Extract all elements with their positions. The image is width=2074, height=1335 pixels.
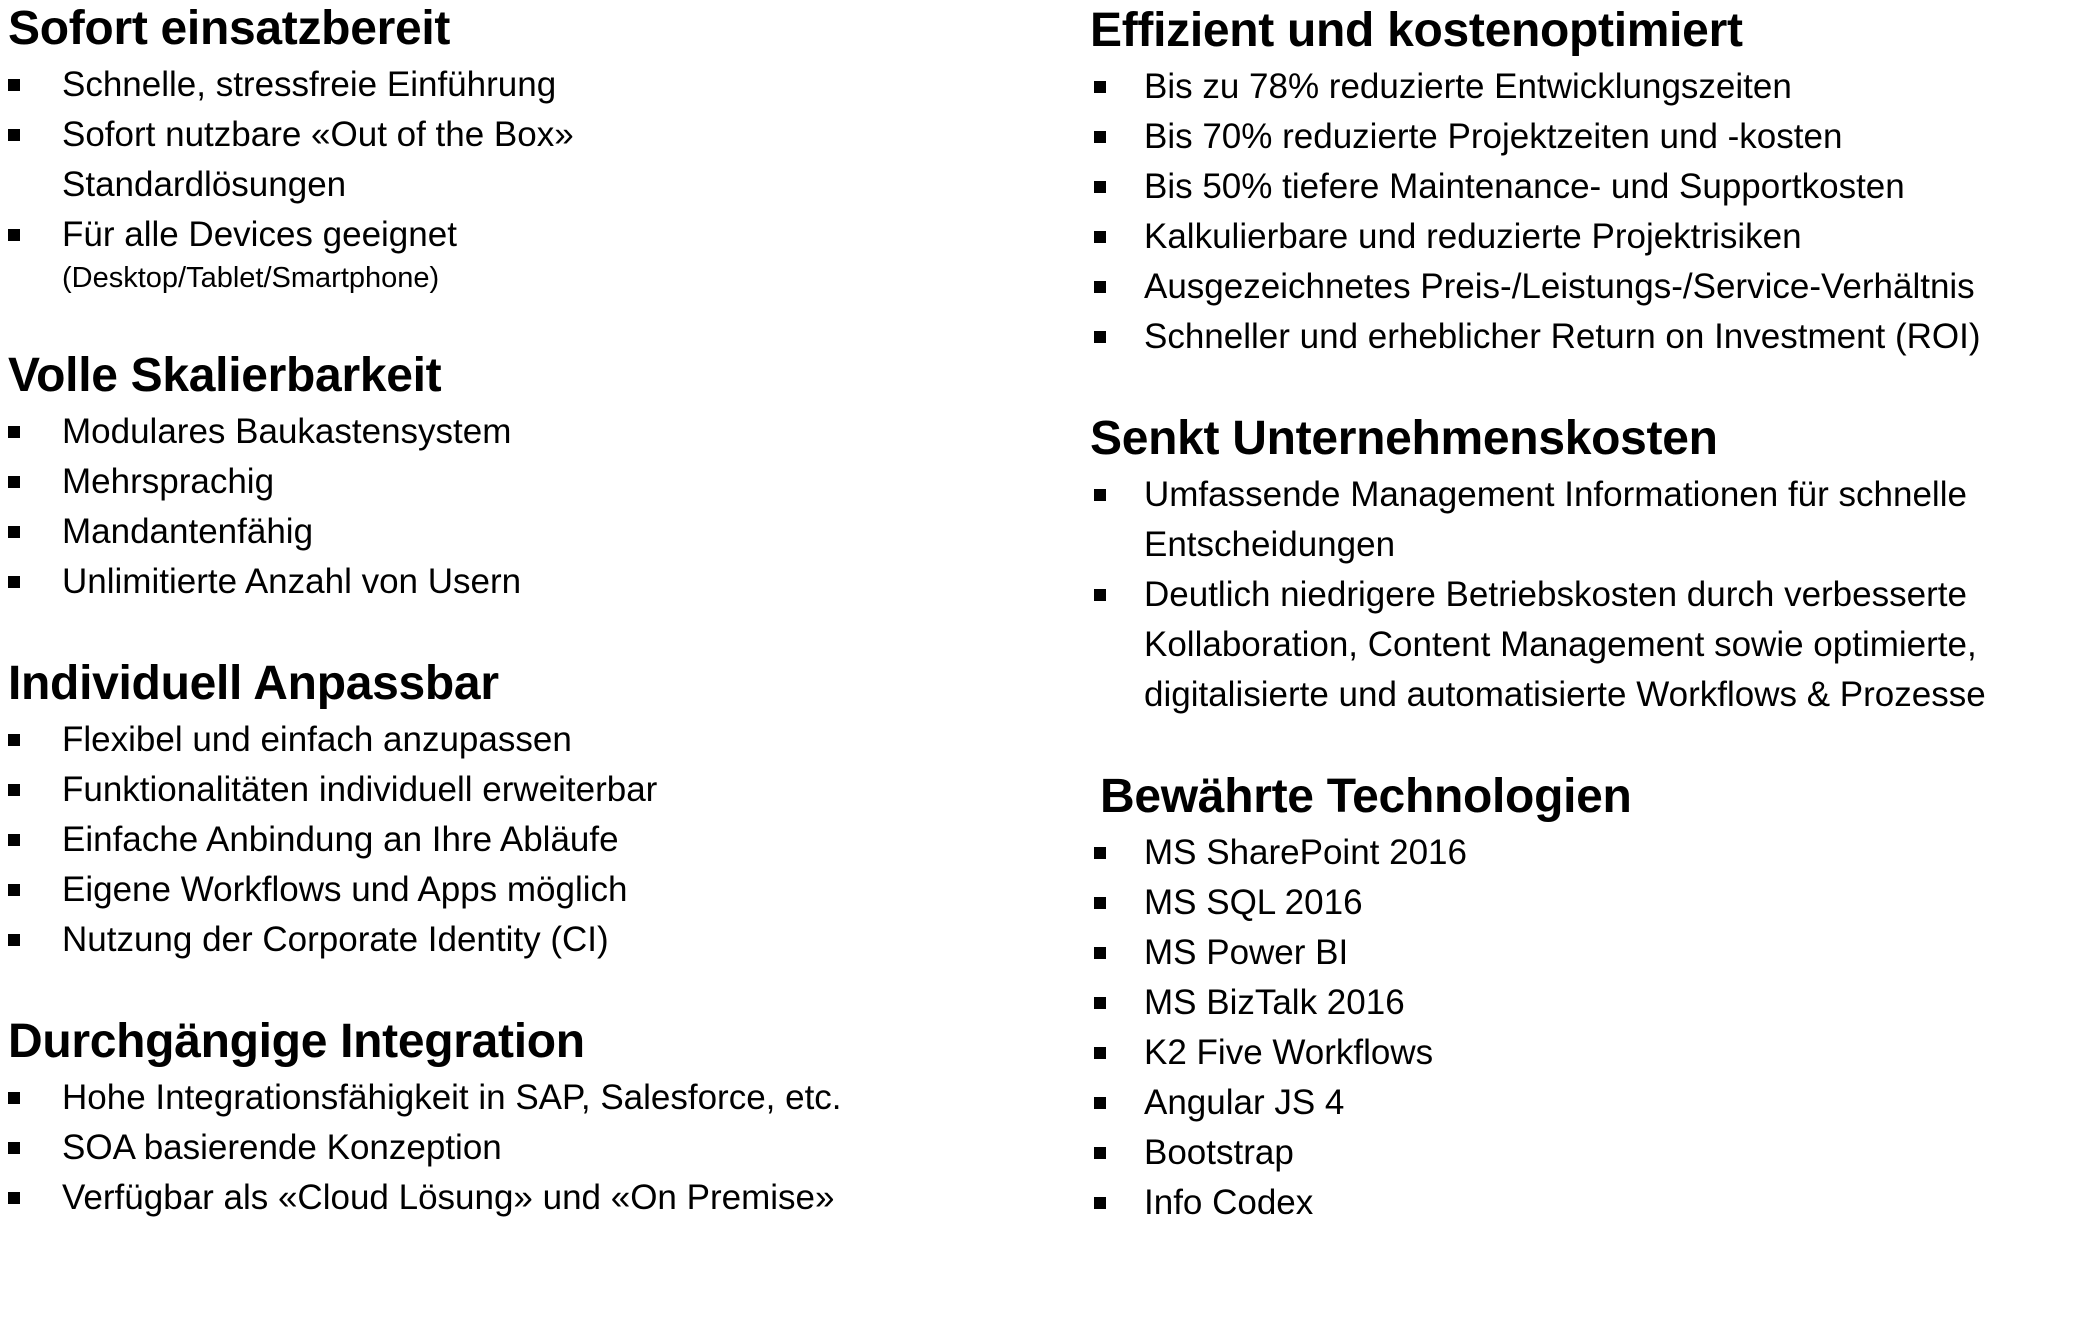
list-item-text: Nutzung der Corporate Identity (CI)	[62, 920, 609, 959]
list-item	[8, 1073, 1068, 1123]
list-item	[1090, 1078, 2074, 1128]
square-bullet-icon	[8, 1192, 20, 1204]
square-bullet-icon	[8, 1142, 20, 1154]
list-item-text: Kollaboration, Content Management sowie optimierte,	[1144, 625, 1977, 664]
list-item	[1090, 212, 2074, 262]
list-item	[8, 60, 1068, 110]
square-bullet-icon	[8, 834, 20, 846]
square-bullet-icon	[8, 476, 20, 488]
bullet-list	[8, 1073, 1068, 1223]
list-item-text: MS SharePoint 2016	[1144, 833, 1467, 872]
section-heading: Durchgängige Integration	[8, 1015, 585, 1068]
list-item-text: Hohe Integrationsfähigkeit in SAP, Salesforce, etc.	[62, 1078, 842, 1117]
list-item-text: MS BizTalk 2016	[1144, 983, 1405, 1022]
section-effizient-und-kostenoptimiert	[1090, 2, 2074, 362]
bullet-list	[8, 60, 1068, 296]
list-item-text: Umfassende Management Informationen für schnelle	[1144, 475, 1967, 514]
square-bullet-icon	[1094, 489, 1106, 501]
list-item-text: Entscheidungen	[1144, 525, 1396, 564]
list-item	[1090, 112, 2074, 162]
list-item	[8, 407, 1068, 457]
bullet-list	[8, 715, 1068, 965]
section-bewaehrte-technologien	[1100, 768, 2074, 1228]
list-item	[1090, 928, 2074, 978]
list-item-text: Einfache Anbindung an Ihre Abläufe	[62, 820, 619, 859]
list-item-text: K2 Five Workflows	[1144, 1033, 1434, 1072]
square-bullet-icon	[8, 526, 20, 538]
list-item-text: Deutlich niedrigere Betriebskosten durch verbesserte	[1144, 575, 1967, 614]
list-item	[1090, 1128, 2074, 1178]
list-item	[8, 507, 1068, 557]
list-item-text: Für alle Devices geeignet	[62, 215, 457, 254]
list-item	[1090, 878, 2074, 928]
square-bullet-icon	[8, 426, 20, 438]
square-bullet-icon	[8, 784, 20, 796]
list-item-text: Angular JS 4	[1144, 1083, 1345, 1122]
list-item-text: Bootstrap	[1144, 1133, 1294, 1172]
list-item	[8, 1173, 1068, 1223]
list-item	[8, 457, 1068, 507]
section-heading: Bewährte Technologien	[1100, 770, 1632, 823]
square-bullet-icon	[8, 1092, 20, 1104]
square-bullet-icon	[1094, 331, 1106, 343]
list-item-text: Mehrsprachig	[62, 462, 275, 501]
bullet-list	[1090, 470, 2074, 720]
list-item	[8, 715, 1068, 765]
list-item-text: Schneller und erheblicher Return on Investment (ROI)	[1144, 317, 1981, 356]
section-heading: Effizient und kostenoptimiert	[1090, 4, 1743, 57]
square-bullet-icon	[8, 129, 20, 141]
section-heading: Volle Skalierbarkeit	[8, 349, 442, 402]
list-item-note: (Desktop/Tablet/Smartphone)	[62, 262, 440, 294]
list-item-text: Flexibel und einfach anzupassen	[62, 720, 572, 759]
square-bullet-icon	[8, 576, 20, 588]
list-item	[1090, 262, 2074, 312]
square-bullet-icon	[1094, 181, 1106, 193]
list-item-text: Funktionalitäten individuell erweiterbar	[62, 770, 658, 809]
list-item-text: Bis 70% reduzierte Projektzeiten und -kosten	[1144, 117, 1843, 156]
square-bullet-icon	[1094, 131, 1106, 143]
bullet-list	[8, 407, 1068, 607]
list-item-text: MS SQL 2016	[1144, 883, 1363, 922]
section-individuell-anpassbar	[8, 655, 1068, 965]
list-item-text: Bis 50% tiefere Maintenance- und Supportkosten	[1144, 167, 1905, 206]
list-item-text: MS Power BI	[1144, 933, 1349, 972]
bullet-list	[1090, 828, 2074, 1228]
square-bullet-icon	[1094, 231, 1106, 243]
list-item-text: Eigene Workflows und Apps möglich	[62, 870, 628, 909]
list-item	[1090, 1028, 2074, 1078]
square-bullet-icon	[1094, 947, 1106, 959]
square-bullet-icon	[8, 884, 20, 896]
section-senkt-unternehmenskosten	[1090, 410, 2074, 720]
square-bullet-icon	[1094, 1097, 1106, 1109]
list-item-text: Standardlösungen	[62, 165, 347, 204]
square-bullet-icon	[8, 229, 20, 241]
section-heading: Senkt Unternehmenskosten	[1090, 412, 1718, 465]
list-item	[1090, 312, 2074, 362]
list-item	[1090, 470, 2074, 570]
list-item	[8, 110, 1068, 210]
list-item	[8, 915, 1068, 965]
square-bullet-icon	[1094, 847, 1106, 859]
square-bullet-icon	[1094, 897, 1106, 909]
list-item-text: Info Codex	[1144, 1183, 1314, 1222]
list-item	[8, 557, 1068, 607]
list-item-text: Verfügbar als «Cloud Lösung» und «On Premise»	[62, 1178, 835, 1217]
list-item	[1090, 62, 2074, 112]
list-item-text: Modulares Baukastensystem	[62, 412, 512, 451]
square-bullet-icon	[1094, 1147, 1106, 1159]
section-heading: Sofort einsatzbereit	[8, 2, 451, 55]
section-volle-skalierbarkeit	[8, 347, 1068, 607]
square-bullet-icon	[1094, 997, 1106, 1009]
list-item	[8, 765, 1068, 815]
square-bullet-icon	[1094, 1047, 1106, 1059]
list-item-text: Schnelle, stressfreie Einführung	[62, 65, 557, 104]
list-item	[8, 865, 1068, 915]
list-item-text: Kalkulierbare und reduzierte Projektrisiken	[1144, 217, 1802, 256]
list-item	[8, 210, 1068, 296]
square-bullet-icon	[8, 934, 20, 946]
square-bullet-icon	[8, 79, 20, 91]
list-item-text: Mandantenfähig	[62, 512, 314, 551]
list-item-text: SOA basierende Konzeption	[62, 1128, 502, 1167]
list-item	[1090, 828, 2074, 878]
list-item-text: Unlimitierte Anzahl von Usern	[62, 562, 522, 601]
list-item	[1090, 978, 2074, 1028]
section-durchgaengige-integration	[8, 1013, 1068, 1223]
list-item	[8, 815, 1068, 865]
square-bullet-icon	[1094, 81, 1106, 93]
list-item	[1090, 570, 2074, 720]
bullet-list	[1090, 62, 2074, 362]
square-bullet-icon	[1094, 589, 1106, 601]
list-item	[1090, 1178, 2074, 1228]
list-item	[1090, 162, 2074, 212]
section-sofort-einsatzbereit	[8, 0, 1068, 296]
list-item	[8, 1123, 1068, 1173]
square-bullet-icon	[1094, 1197, 1106, 1209]
section-heading: Individuell Anpassbar	[8, 657, 499, 710]
list-item-text: Ausgezeichnetes Preis-/Leistungs-/Service-Verhältnis	[1144, 267, 1975, 306]
square-bullet-icon	[1094, 281, 1106, 293]
list-item-text: digitalisierte und automatisierte Workflows & Prozesse	[1144, 675, 1986, 714]
list-item-text: Bis zu 78% reduzierte Entwicklungszeiten	[1144, 67, 1792, 106]
list-item-text: Sofort nutzbare «Out of the Box»	[62, 115, 574, 154]
square-bullet-icon	[8, 734, 20, 746]
